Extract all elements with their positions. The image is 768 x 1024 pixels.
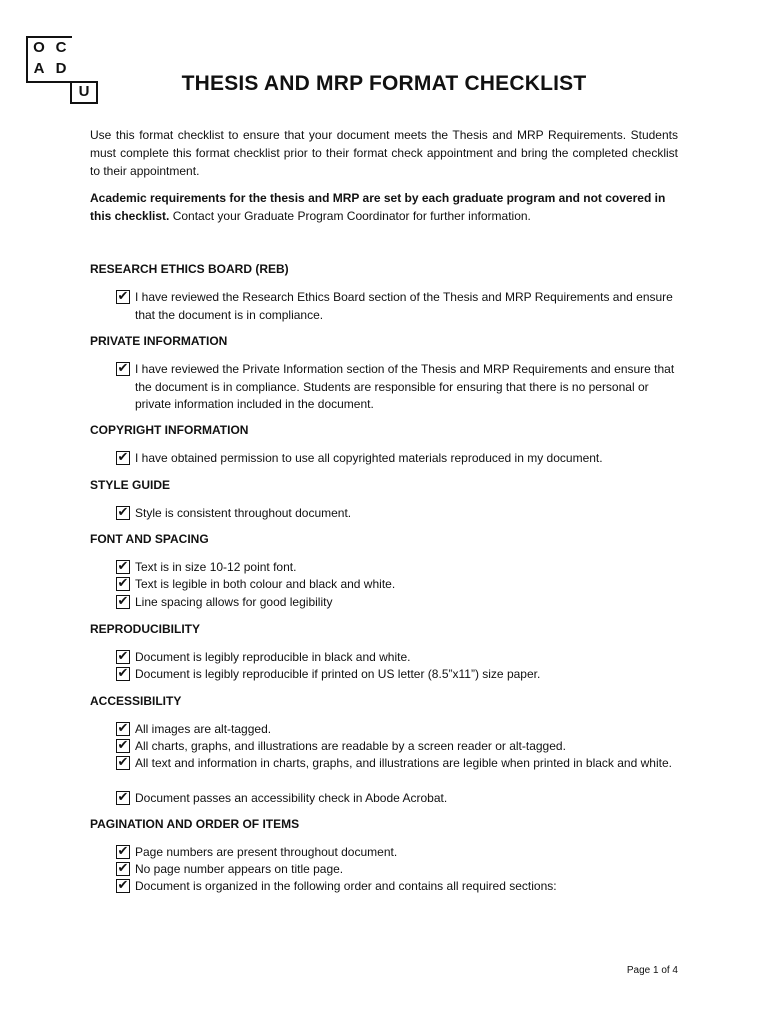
checkbox-checked-icon[interactable]: ✔ [117,289,129,304]
logo-letter-o: O [33,39,45,56]
checkbox-checked-icon[interactable]: ✔ [117,505,129,520]
section-heading: ACCESSIBILITY [90,694,182,708]
logo-letter-a: A [33,60,45,77]
checklist-item-text: Page numbers are present throughout document. [135,845,398,859]
logo-letter-d: D [55,60,67,77]
checkbox-checked-icon[interactable]: ✔ [117,594,129,609]
checklist-item-text: Line spacing allows for good legibility [135,595,333,609]
checkbox-checked-icon[interactable]: ✔ [117,790,129,805]
checklist-item-text: Document passes an accessibility check in Abode Acrobat. [135,791,448,805]
logo-letter-c: C [55,39,67,56]
checklist-item-text: I have obtained permission to use all copyrighted materials reproduced in my document. [135,451,603,465]
checklist-item-text: I have reviewed the Research Ethics Board section of the Thesis and MRP Requirements and ensure that the document is in compliance. [135,290,673,322]
section-heading: PRIVATE INFORMATION [90,334,228,348]
intro-paragraph: Use this format checklist to ensure that your document meets the Thesis and MRP Requirements. Students must complete this format checklist prior to their format check appointment and bring the completed checklist to their appointment. [90,128,678,178]
checklist-item-text: I have reviewed the Private Information section of the Thesis and MRP Requirements and ensure that the document is in compliance. Students are responsible for ensuring that there is no personal or private information included in the document. [135,362,675,411]
checklist-item-text: Document is organized in the following order and contains all required sections: [135,879,557,893]
checklist-item-text: Text is in size 10-12 point font. [135,560,297,574]
page-number: Page 1 of 4 [626,965,678,976]
section-heading: STYLE GUIDE [90,478,171,492]
checkbox-checked-icon[interactable]: ✔ [117,755,129,770]
section-heading: FONT AND SPACING [90,532,209,546]
checkbox-checked-icon[interactable]: ✔ [117,450,129,465]
section-heading: REPRODUCIBILITY [90,622,201,636]
academic-requirements-contact: Contact your Graduate Program Coordinator for further information. [169,209,531,223]
checkbox-checked-icon[interactable]: ✔ [117,738,129,753]
checkbox-checked-icon[interactable]: ✔ [117,649,129,664]
checkbox-checked-icon[interactable]: ✔ [117,559,129,574]
section-heading: PAGINATION AND ORDER OF ITEMS [90,817,300,831]
checkbox-checked-icon[interactable]: ✔ [117,878,129,893]
checkbox-checked-icon[interactable]: ✔ [117,721,129,736]
checkbox-checked-icon[interactable]: ✔ [117,666,129,681]
section-heading: COPYRIGHT INFORMATION [90,423,249,437]
checkbox-checked-icon[interactable]: ✔ [117,576,129,591]
checklist-item-text: All charts, graphs, and illustrations are readable by a screen reader or alt-tagged. [135,739,566,753]
checklist-item-text: Document is legibly reproducible in black and white. [135,650,411,664]
page-title: THESIS AND MRP FORMAT CHECKLIST [181,72,587,95]
academic-requirements-note [90,189,678,225]
checklist-item-text: All text and information in charts, graphs, and illustrations are legible when printed in black and white. [135,756,672,770]
checklist-item-text: No page number appears on title page. [135,862,344,876]
checklist-item-text: Style is consistent throughout document. [135,506,352,520]
academic-requirements-bold: Academic requirements for the thesis and MRP are set by each graduate program and not covered in this checklist. [90,191,666,223]
checkbox-checked-icon[interactable]: ✔ [117,861,129,876]
checklist-item-text: Text is legible in both colour and black and white. [135,577,396,591]
section-heading: RESEARCH ETHICS BOARD (REB) [90,262,289,276]
checklist-item-text: All images are alt-tagged. [135,722,272,736]
checkbox-checked-icon[interactable]: ✔ [117,844,129,859]
checklist-item-text: Document is legibly reproducible if printed on US letter (8.5”x11”) size paper. [135,667,541,681]
checkbox-checked-icon[interactable]: ✔ [117,361,129,376]
logo-letter-u: U [78,83,90,100]
